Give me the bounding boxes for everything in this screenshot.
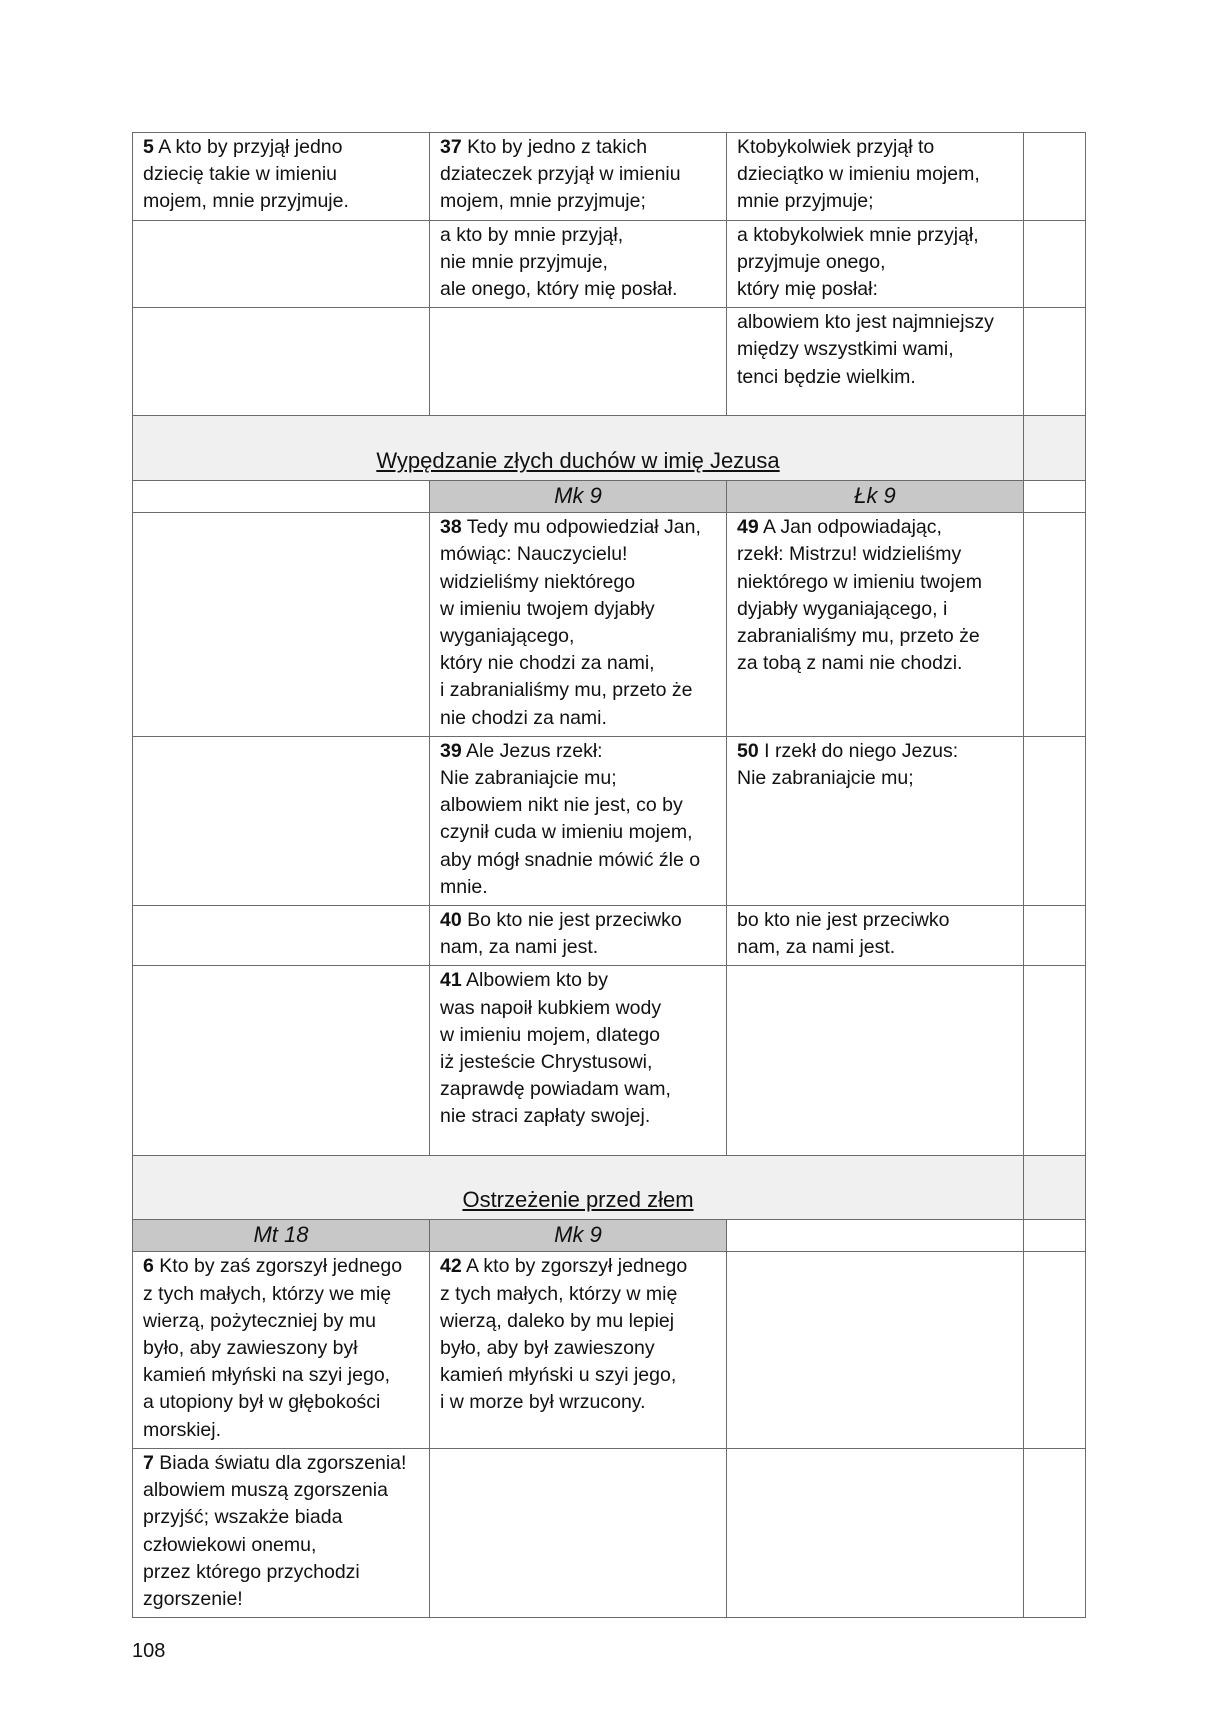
verse-line-text: zabranialiśmy mu, przeto że — [737, 625, 980, 648]
verse-number: 38 — [440, 516, 462, 539]
verse-line-text: was napoił kubkiem wody — [440, 996, 662, 1019]
verse-line-text: czynił cuda w imieniu mojem, — [440, 821, 693, 844]
verse-line — [737, 765, 1013, 792]
verse-line-text: Nie zabraniajcie mu; — [440, 767, 617, 790]
verse-line-text: a ktobykolwiek mnie przyjął, — [737, 223, 979, 246]
verse-line — [737, 514, 1013, 541]
margin-cell — [1024, 1220, 1086, 1252]
verse-line-text: i w morze był wrzucony. — [440, 1391, 646, 1414]
verse-cell-col1 — [133, 1448, 430, 1617]
verse-cell-col1 — [133, 1252, 430, 1448]
verse-line — [143, 1335, 419, 1362]
verse-line — [143, 161, 419, 188]
verse-line — [737, 541, 1013, 568]
margin-cell — [1024, 416, 1086, 481]
verse-cell-col3 — [727, 906, 1024, 966]
verse-line — [440, 1335, 716, 1362]
verse-line-text: morskiej. — [143, 1418, 222, 1441]
column-header-col3 — [727, 1220, 1024, 1252]
verse-line-text: nie mnie przyjmuje, — [440, 250, 608, 273]
column-header-col3: Łk 9 — [727, 481, 1024, 513]
verse-line-text: niektórego w imieniu twojem — [737, 570, 982, 593]
verse-cell-col3 — [727, 308, 1024, 416]
verse-line-text: Albowiem kto by — [466, 969, 609, 992]
verse-cell-col1 — [133, 906, 430, 966]
verse-line — [143, 134, 419, 161]
verse-line-text: który mię posłał: — [737, 278, 878, 301]
verse-line-text: było, aby był zawieszony — [440, 1337, 655, 1360]
verse-text — [143, 1450, 419, 1613]
verse-number: 37 — [440, 136, 462, 158]
verse-line — [440, 1049, 716, 1076]
verse-cell-col1 — [133, 133, 430, 221]
page-number: 108 — [132, 1640, 166, 1662]
verse-line — [737, 276, 1013, 303]
verse-line-text: A kto by zgorszył jednego — [466, 1255, 688, 1278]
verse-text — [440, 907, 716, 961]
table-row — [133, 1252, 1086, 1448]
synoptic-table — [132, 132, 1086, 1618]
verse-line-text: kamień młyński u szyi jego, — [440, 1364, 677, 1387]
verse-line — [440, 1103, 716, 1130]
verse-line — [440, 934, 716, 961]
verse-line — [737, 934, 1013, 961]
column-header-row — [133, 481, 1086, 513]
verse-text — [440, 134, 716, 216]
verse-line — [440, 1022, 716, 1049]
verse-line-text: ale onego, który mię posłał. — [440, 278, 678, 301]
verse-number: 50 — [737, 739, 759, 762]
verse-number: 49 — [737, 516, 759, 539]
verse-cell-col1 — [133, 966, 430, 1156]
verse-line-text: mnie. — [440, 875, 488, 898]
verse-line — [440, 765, 716, 792]
verse-line — [440, 623, 716, 650]
verse-line-text: w imieniu twojem dyjabły — [440, 597, 655, 620]
verse-line-text: rzekł: Mistrzu! widzieliśmy — [737, 543, 962, 566]
verse-line — [440, 222, 716, 249]
verse-line-text: I rzekł do niego Jezus: — [764, 739, 959, 762]
verse-line — [440, 1308, 716, 1335]
verse-number: 42 — [440, 1255, 462, 1278]
verse-line — [440, 819, 716, 846]
verse-line — [440, 677, 716, 704]
column-header-col1 — [133, 481, 430, 513]
column-header-row — [133, 1220, 1086, 1252]
verse-line-text: kamień młyński na szyi jego, — [143, 1364, 391, 1387]
verse-line — [440, 1389, 716, 1416]
verse-line — [143, 1450, 419, 1477]
verse-line-text: mojem, mnie przyjmuje. — [143, 190, 349, 213]
verse-line — [440, 1076, 716, 1103]
verse-line — [737, 188, 1013, 215]
verse-cell-col2 — [430, 736, 727, 905]
verse-line — [440, 847, 716, 874]
verse-line-text: nie straci zapłaty swojej. — [440, 1105, 651, 1128]
verse-line-text: A kto by przyjął jedno — [158, 136, 343, 158]
verse-text — [143, 1253, 419, 1443]
verse-line — [737, 161, 1013, 188]
verse-line-text: w imieniu mojem, dlatego — [440, 1023, 661, 1046]
verse-line — [143, 1417, 419, 1444]
verse-line-text: a kto by mnie przyjął, — [440, 223, 624, 246]
verse-line — [737, 134, 1013, 161]
verse-line — [143, 1308, 419, 1335]
verse-line — [737, 336, 1013, 363]
verse-text — [440, 738, 716, 901]
verse-line-text: między wszystkimi wami, — [737, 338, 954, 361]
verse-line — [440, 792, 716, 819]
verse-line-text: przyjść; wszakże biada — [143, 1506, 343, 1529]
verse-line — [143, 188, 419, 215]
verse-text — [737, 222, 1013, 304]
verse-line-text: Kto by jedno z takich — [467, 136, 648, 158]
verse-number: 7 — [143, 1451, 154, 1474]
verse-line-text: Bo kto nie jest przeciwko — [467, 909, 682, 932]
verse-line — [440, 907, 716, 934]
verse-line-text: bo kto nie jest przeciwko — [737, 909, 950, 932]
verse-text — [737, 514, 1013, 677]
verse-line — [440, 188, 716, 215]
verse-number: 40 — [440, 909, 462, 932]
verse-line-text: Nie zabraniajcie mu; — [737, 767, 914, 790]
verse-line-text: mnie przyjmuje; — [737, 190, 874, 213]
verse-line-text: dziateczek przyjął w imieniu — [440, 163, 681, 186]
verse-cell-col3 — [727, 1448, 1024, 1617]
verse-cell-col3 — [727, 133, 1024, 221]
verse-line-text: nam, za nami jest. — [737, 936, 896, 959]
verse-cell-col1 — [133, 513, 430, 737]
margin-cell — [1024, 1448, 1086, 1617]
verse-line — [440, 541, 716, 568]
margin-cell — [1024, 736, 1086, 905]
verse-line-text: zaprawdę powiadam wam, — [440, 1078, 671, 1101]
verse-line-text: człowiekowi onemu, — [143, 1533, 317, 1556]
verse-line-text: albowiem muszą zgorszenia — [143, 1479, 388, 1502]
verse-line — [737, 650, 1013, 677]
verse-line — [143, 1586, 419, 1613]
verse-text — [737, 738, 1013, 792]
verse-line — [737, 364, 1013, 391]
verse-line-text: za tobą z nami nie chodzi. — [737, 652, 963, 675]
verse-line — [737, 309, 1013, 336]
verse-line — [737, 596, 1013, 623]
verse-line-text: Ale Jezus rzekł: — [466, 739, 603, 762]
margin-cell — [1024, 133, 1086, 221]
table-row — [133, 736, 1086, 905]
verse-line-text: Ktobykolwiek przyjął to — [737, 136, 935, 158]
margin-cell — [1024, 906, 1086, 966]
verse-line-text: nie chodzi za nami. — [440, 706, 607, 729]
verse-line — [737, 907, 1013, 934]
verse-cell-col2 — [430, 1448, 727, 1617]
section-heading-row — [133, 1156, 1086, 1220]
verse-line — [440, 276, 716, 303]
verse-cell-col3 — [727, 513, 1024, 737]
verse-line-text: Kto by zaś zgorszył jednego — [159, 1255, 403, 1278]
verse-line — [440, 161, 716, 188]
verse-line — [440, 1253, 716, 1280]
verse-line-text: tenci będzie wielkim. — [737, 365, 916, 388]
margin-cell — [1024, 220, 1086, 308]
verse-cell-col3 — [727, 736, 1024, 905]
verse-cell-col2 — [430, 308, 727, 416]
verse-line-text: wierzą, daleko by mu lepiej — [440, 1309, 675, 1332]
verse-cell-col3 — [727, 1252, 1024, 1448]
table-row — [133, 1448, 1086, 1617]
verse-line — [143, 1559, 419, 1586]
verse-line-text: aby mógł snadnie mówić źle o — [440, 848, 701, 871]
verse-line — [143, 1477, 419, 1504]
verse-line-text: było, aby zawieszony był — [143, 1337, 358, 1360]
verse-line-text: z tych małych, którzy w mię — [440, 1282, 678, 1305]
verse-line — [143, 1504, 419, 1531]
verse-line — [440, 596, 716, 623]
verse-line — [440, 650, 716, 677]
verse-cell-col2 — [430, 513, 727, 737]
verse-number: 6 — [143, 1255, 154, 1278]
verse-text — [143, 134, 419, 216]
verse-line-text: dyjabły wyganiającego, i — [737, 597, 948, 620]
verse-line — [440, 514, 716, 541]
column-header-col1: Mt 18 — [133, 1220, 430, 1252]
table-row — [133, 906, 1086, 966]
verse-cell-col1 — [133, 220, 430, 308]
column-header-col2: Mk 9 — [430, 481, 727, 513]
verse-text — [737, 309, 1013, 391]
margin-cell — [1024, 481, 1086, 513]
verse-line-text: dziecię takie w imieniu — [143, 163, 338, 186]
verse-text — [440, 514, 716, 732]
verse-cell-col3 — [727, 966, 1024, 1156]
margin-cell — [1024, 1156, 1086, 1220]
verse-cell-col2 — [430, 133, 727, 221]
verse-line — [737, 222, 1013, 249]
verse-line — [737, 249, 1013, 276]
verse-text — [737, 134, 1013, 216]
verse-line-text: albowiem nikt nie jest, co by — [440, 794, 683, 817]
verse-line-text: i zabranialiśmy mu, przeto że — [440, 679, 693, 702]
verse-line — [737, 569, 1013, 596]
verse-line — [737, 623, 1013, 650]
verse-number: 5 — [143, 136, 154, 158]
table-row — [133, 513, 1086, 737]
margin-cell — [1024, 308, 1086, 416]
section-title: Ostrzeżenie przed złem — [133, 1156, 1024, 1220]
verse-line — [143, 1362, 419, 1389]
verse-text — [440, 1253, 716, 1416]
verse-line-text: dzieciątko w imieniu mojem, — [737, 163, 980, 186]
verse-line — [737, 738, 1013, 765]
table-row — [133, 308, 1086, 416]
verse-text — [440, 222, 716, 304]
verse-cell-col2 — [430, 906, 727, 966]
verse-line-text: przez którego przychodzi — [143, 1560, 360, 1583]
verse-text — [440, 967, 716, 1130]
verse-line — [440, 1362, 716, 1389]
verse-line — [440, 134, 716, 161]
margin-cell — [1024, 513, 1086, 737]
margin-cell — [1024, 1252, 1086, 1448]
verse-line-text: wyganiającego, — [440, 625, 575, 648]
verse-line — [143, 1389, 419, 1416]
verse-line-text: mówiąc: Nauczycielu! — [440, 543, 628, 566]
verse-line — [440, 995, 716, 1022]
verse-line-text: iż jesteście Chrystusowi, — [440, 1051, 653, 1074]
verse-cell-col2 — [430, 220, 727, 308]
verse-cell-col2 — [430, 966, 727, 1156]
verse-line — [143, 1532, 419, 1559]
verse-line-text: Biada światu dla zgorszenia! — [159, 1451, 407, 1474]
verse-line-text: mojem, mnie przyjmuje; — [440, 190, 646, 213]
verse-cell-col1 — [133, 308, 430, 416]
verse-cell-col1 — [133, 736, 430, 905]
verse-line-text: który nie chodzi za nami, — [440, 652, 655, 675]
verse-line-text: widzieliśmy niektórego — [440, 570, 636, 593]
verse-line-text: A Jan odpowiadając, — [763, 516, 942, 539]
verse-line-text: zgorszenie! — [143, 1587, 243, 1610]
verse-line-text: nam, za nami jest. — [440, 936, 599, 959]
verse-line — [440, 874, 716, 901]
verse-line — [440, 569, 716, 596]
section-heading-row — [133, 416, 1086, 481]
section-title: Wypędzanie złych duchów w imię Jezusa — [133, 416, 1024, 481]
table-row — [133, 220, 1086, 308]
verse-cell-col2 — [430, 1252, 727, 1448]
verse-line — [440, 738, 716, 765]
verse-number: 41 — [440, 969, 462, 992]
verse-line — [440, 967, 716, 994]
verse-line — [143, 1253, 419, 1280]
margin-cell — [1024, 966, 1086, 1156]
verse-line-text: albowiem kto jest najmniejszy — [737, 311, 994, 334]
verse-number: 39 — [440, 739, 462, 762]
verse-line — [440, 249, 716, 276]
verse-line-text: z tych małych, którzy we mię — [143, 1282, 392, 1305]
table-row — [133, 133, 1086, 221]
verse-line-text: Tedy mu odpowiedział Jan, — [466, 516, 701, 539]
verse-text — [737, 907, 1013, 961]
verse-line-text: a utopiony był w głębokości — [143, 1391, 381, 1414]
verse-line — [440, 705, 716, 732]
verse-line — [143, 1281, 419, 1308]
verse-cell-col3 — [727, 220, 1024, 308]
verse-line — [440, 1281, 716, 1308]
verse-line-text: przyjmuje onego, — [737, 250, 886, 273]
verse-line-text: wierzą, pożyteczniej by mu — [143, 1309, 377, 1332]
table-row — [133, 966, 1086, 1156]
column-header-col2: Mk 9 — [430, 1220, 727, 1252]
